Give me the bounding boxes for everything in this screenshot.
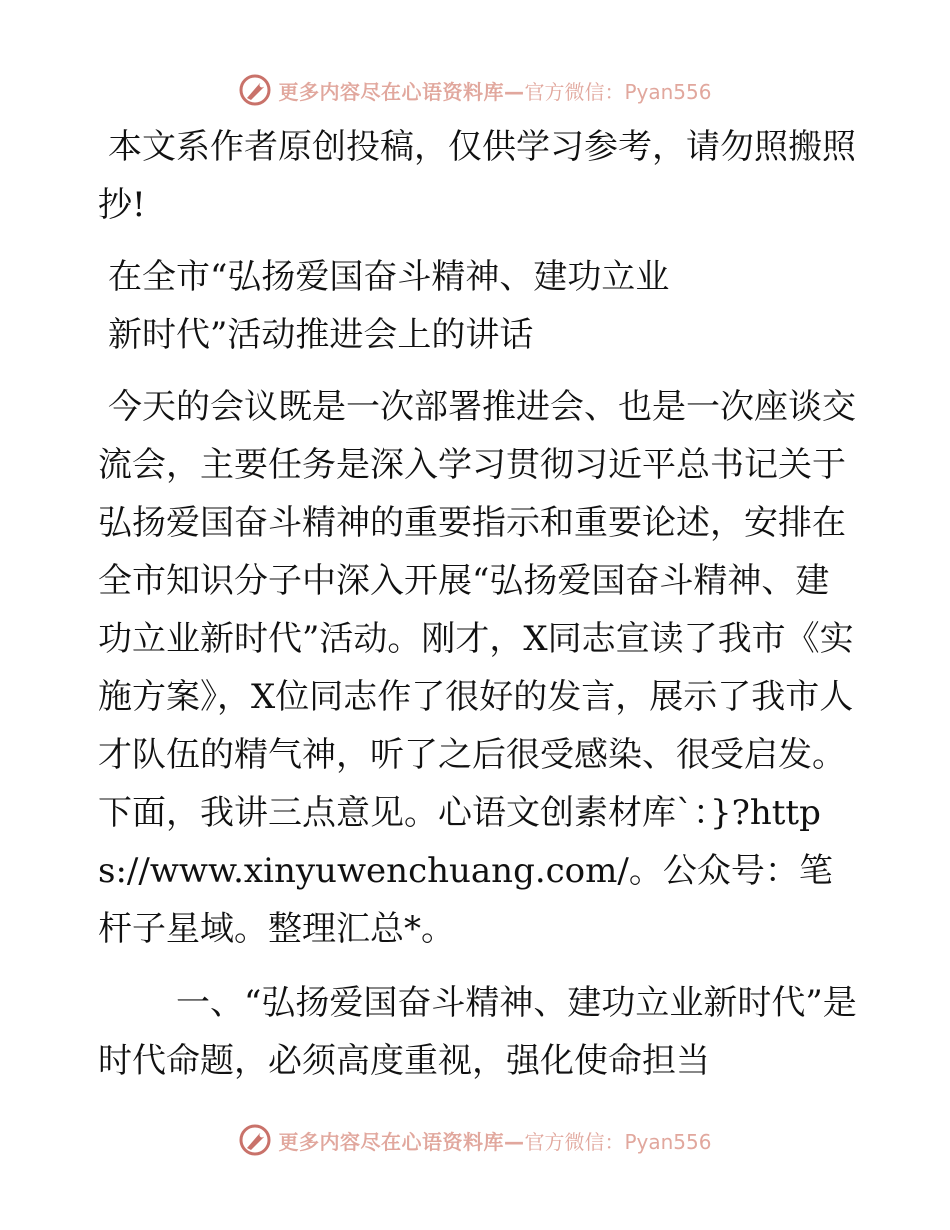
pen-logo-icon bbox=[238, 73, 272, 107]
header-watermark-text: 更多内容尽在心语资料库— bbox=[278, 79, 525, 104]
document-body bbox=[98, 118, 858, 1090]
footer-watermark-wechat: 官方微信：Pyan556 bbox=[524, 1129, 712, 1154]
copyright-note: 本文系作者原创投稿，仅供学习参考，请勿照搬照抄! bbox=[98, 127, 856, 225]
footer-watermark-text: 更多内容尽在心语资料库— bbox=[278, 1129, 525, 1154]
speech-title-line2: 新时代”活动推进会上的讲话 bbox=[108, 315, 534, 355]
opening-paragraph: 今天的会议既是一次部署推进会、也是一次座谈交流会，主要任务是深入学习贯彻习近平总书记关于弘扬爱国奋斗精神的重要指示和重要论述，安排在全市知识分子中深入开展“弘扬爱国奋斗精神、建功立业新时代”活动。刚才，X同志宣读了我市《实施方案》，X位同志作了很好的发言，展示了我市人才队伍的精气神，听了之后很受感染、很受启发。下面，我讲三点意见。心语文创素材库`：}?https://www.xinyuwenchuang.com/。公众号：笔杆子星域。整理汇总*。 bbox=[98, 387, 856, 949]
pen-logo-icon bbox=[238, 1123, 272, 1157]
header-watermark-wechat: 官方微信：Pyan556 bbox=[524, 79, 712, 104]
section-heading-1: 一、“弘扬爱国奋斗精神、建功立业新时代”是时代命题，必须高度重视，强化使命担当 bbox=[98, 983, 857, 1081]
header-watermark-banner bbox=[0, 70, 950, 110]
speech-title-line1: 在全市“弘扬爱国奋斗精神、建功立业 bbox=[108, 257, 670, 297]
footer-watermark-banner bbox=[0, 1120, 950, 1160]
